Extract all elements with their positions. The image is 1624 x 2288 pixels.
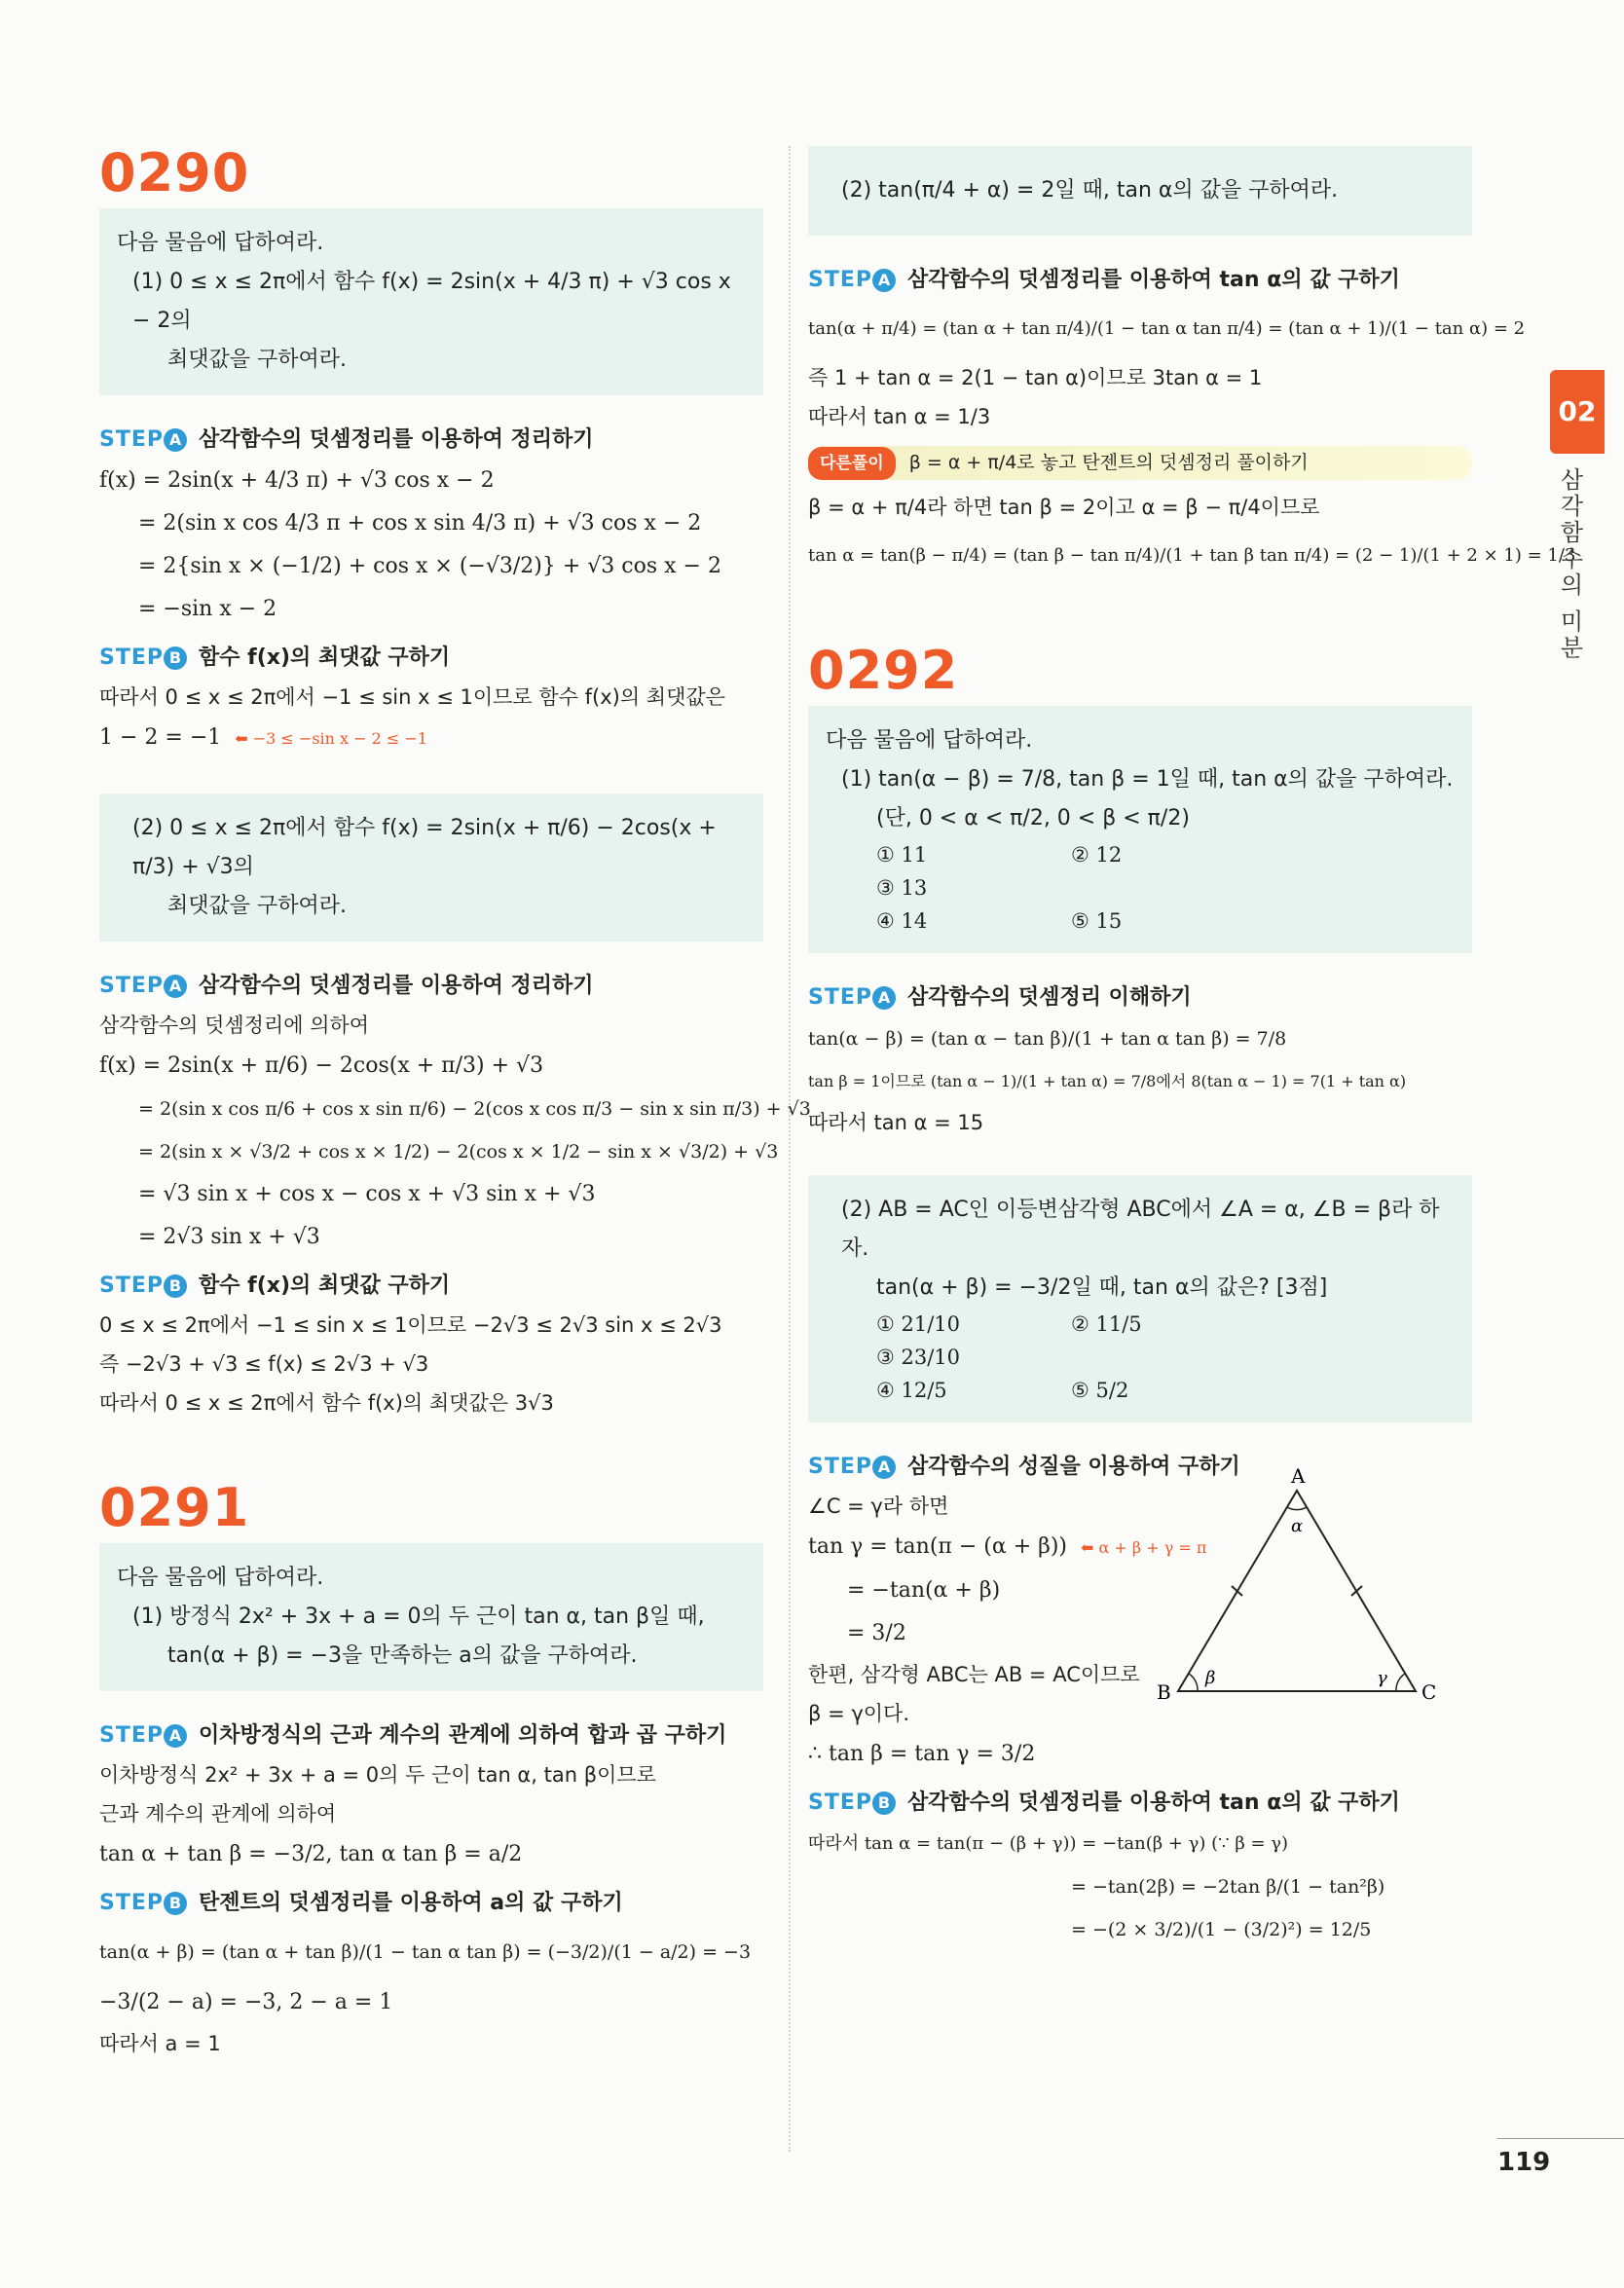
step-tag: STEP [99, 974, 165, 998]
question-part-2-cont: 최댓값을 구하여라. [167, 894, 348, 918]
equation: = −(2 × 3/2)/(1 − (3/2)²) = 12/5 [1071, 1919, 1372, 1940]
page-number-rule [1497, 2138, 1624, 2139]
step-tag: STEP [99, 646, 165, 670]
question-part-1: (1) 방정식 2x² + 3x + a = 0의 두 근이 tan α, tan β일 때, [132, 1605, 705, 1629]
equation: −3/(2 − a) = −3, 2 − a = 1 [99, 1990, 393, 2014]
equation: 1 − 2 = −1 [99, 725, 222, 750]
step-tag: STEP [99, 1723, 165, 1748]
equation: 따라서 tan α = tan(π − (β + γ)) = −tan(β + γ) (∵ β = γ) [808, 1833, 1289, 1854]
step-tag: STEP [99, 1273, 165, 1298]
step-tag: STEP [99, 1891, 165, 1915]
solution-text: 0 ≤ x ≤ 2π에서 −1 ≤ sin x ≤ 1이므로 −2√3 ≤ 2√3 sin x ≤ 2√3 [99, 1313, 722, 1337]
column-divider [789, 146, 791, 2152]
step-title: 탄젠트의 덧셈정리를 이용하여 a의 값 구하기 [199, 1891, 623, 1915]
vertex-label-c: C [1421, 1680, 1437, 1704]
vertex-label-b: B [1157, 1680, 1171, 1704]
step-letter-badge: A [872, 1456, 896, 1479]
step-title: 이차방정식의 근과 계수의 관계에 의하여 합과 곱 구하기 [199, 1723, 727, 1748]
question-box [808, 146, 1472, 236]
step-title: 삼각함수의 덧셈정리 이해하기 [907, 985, 1192, 1010]
step-tag: STEP [808, 1790, 873, 1815]
question-part-1: (1) 0 ≤ x ≤ 2π에서 함수 f(x) = 2sin(x + 4/3 π) + √3 cos x − 2의 [132, 270, 731, 333]
step-tag: STEP [808, 1455, 873, 1479]
question-number: 0292 [808, 640, 959, 701]
step-letter-badge: A [872, 269, 896, 292]
vertex-label-a: A [1291, 1464, 1306, 1488]
question-box [99, 793, 763, 941]
question-part-2: (2) tan(π/4 + α) = 2일 때, tan α의 값을 구하여라. [841, 178, 1339, 203]
alternative-solution-banner [808, 446, 1472, 480]
step-tag: STEP [99, 427, 165, 452]
step-heading [99, 639, 763, 678]
step-title: 삼각함수의 성질을 이용하여 구하기 [907, 1455, 1240, 1479]
equation: = −sin x − 2 [138, 597, 277, 621]
answer-choice: ④ 14 [876, 909, 928, 933]
question-box [808, 706, 1472, 953]
triangle-diagram [1151, 1461, 1443, 1724]
step-letter-badge: A [872, 986, 896, 1010]
step-letter-badge: B [872, 1791, 896, 1815]
equation: = 2(sin x cos π/6 + cos x sin π/6) − 2(cos x cos π/3 − sin x sin π/3) + √3 [138, 1098, 811, 1120]
equal-side-tick [1232, 1586, 1242, 1596]
equation: = 2{sin x × (−1/2) + cos x × (−√3/2)} + √3 cos x − 2 [138, 554, 721, 578]
equation: tan β = 1이므로 (tan α − 1)/(1 + tan α) = 7/8에서 8(tan α − 1) = 7(1 + tan α) [808, 1072, 1407, 1090]
solution-text: 따라서 0 ≤ x ≤ 2π에서 함수 f(x)의 최댓값은 3√3 [99, 1391, 554, 1415]
question-part-1-cont: 최댓값을 구하여라. [167, 348, 348, 372]
answer-choice: ④ 12/5 [876, 1379, 947, 1402]
equation: = √3 sin x + cos x − cos x + √3 sin x + √3 [138, 1182, 596, 1206]
isosceles-triangle-figure [1151, 1461, 1443, 1724]
step-heading [808, 261, 1472, 300]
answer-choice: ③ 23/10 [876, 1346, 961, 1369]
angle-arc-c [1396, 1674, 1405, 1691]
step-title: 삼각함수의 덧셈정리를 이용하여 tan α의 값 구하기 [907, 268, 1400, 292]
question-part-2-cont: tan(α + β) = −3/2일 때, tan α의 값은? [3점] [876, 1275, 1328, 1300]
question-prompt: 다음 물음에 답하여라. [117, 231, 324, 255]
step-tag: STEP [808, 985, 873, 1010]
answer-choice: ② 12 [1071, 843, 1123, 867]
answer-choice: ③ 13 [876, 876, 928, 900]
equation: ∴ tan β = tan γ = 3/2 [808, 1742, 1036, 1766]
alternative-solution-pill: 다른풀이 [808, 447, 896, 480]
question-number: 0290 [99, 142, 250, 203]
question-part-2: (2) 0 ≤ x ≤ 2π에서 함수 f(x) = 2sin(x + π/6) − 2cos(x + π/3) + √3의 [132, 816, 717, 879]
left-column [99, 142, 811, 2063]
step-heading [808, 1784, 1472, 1823]
equation: tan γ = tan(π − (α + β)) [808, 1534, 1068, 1559]
step-letter-badge: B [164, 1892, 187, 1915]
question-box [808, 1175, 1472, 1422]
question-prompt: 다음 물음에 답하여라. [117, 1566, 324, 1590]
equation: = −tan(2β) = −2tan β/(1 − tan²β) [1071, 1876, 1385, 1898]
answer-choices [826, 1308, 1455, 1407]
step-letter-badge: A [164, 428, 187, 452]
equation: = 2√3 sin x + √3 [138, 1225, 320, 1249]
answer-choice: ② 11/5 [1071, 1312, 1142, 1336]
solution-text: 따라서 tan α = 15 [808, 1111, 984, 1134]
answer-choice: ⑤ 15 [1071, 909, 1123, 933]
solution-text: 따라서 a = 1 [99, 2032, 221, 2055]
question-box [99, 1543, 763, 1691]
solution-text: 이차방정식 2x² + 3x + a = 0의 두 근이 tan α, tan β이므로 [99, 1763, 656, 1787]
angle-label-alpha: α [1291, 1516, 1304, 1536]
chapter-tab: 02 [1550, 370, 1605, 454]
solution-text: 근과 계수의 관계에 의하여 [99, 1802, 337, 1826]
step-title: 삼각함수의 덧셈정리를 이용하여 정리하기 [199, 427, 594, 452]
step-letter-badge: B [164, 646, 187, 670]
alternative-solution-title: β = α + π/4로 놓고 탄젠트의 덧셈정리 풀이하기 [908, 452, 1309, 473]
angle-label-gamma: γ [1377, 1668, 1387, 1688]
equal-side-tick [1351, 1586, 1362, 1596]
equation: = 2(sin x × √3/2 + cos x × 1/2) − 2(cos x × 1/2 − sin x × √3/2) + √3 [138, 1141, 779, 1162]
step-title: 함수 f(x)의 최댓값 구하기 [199, 646, 451, 670]
equation: tan α + tan β = −3/2, tan α tan β = a/2 [99, 1842, 523, 1866]
step-heading [99, 421, 763, 460]
question-part-2: (2) AB = AC인 이등변삼각형 ABC에서 ∠A = α, ∠B = β라 하자. [841, 1198, 1440, 1261]
page-number: 119 [1497, 2148, 1551, 2177]
solution-text: 삼각함수의 덧셈정리에 의하여 [99, 1014, 370, 1037]
step-title: 삼각함수의 덧셈정리를 이용하여 정리하기 [199, 974, 594, 998]
angle-arc-a [1287, 1507, 1307, 1510]
question-prompt: 다음 물음에 답하여라. [826, 728, 1033, 753]
angle-arc-b [1189, 1674, 1198, 1691]
question-number: 0291 [99, 1477, 250, 1538]
question-part-1-cont: tan(α + β) = −3을 만족하는 a의 값을 구하여라. [167, 1643, 638, 1668]
angle-label-beta: β [1205, 1668, 1216, 1688]
equation: tan(α + π/4) = (tan α + tan π/4)/(1 − tan α tan π/4) = (tan α + 1)/(1 − tan α) = 2 [808, 318, 1526, 339]
equation: tan(α − β) = (tan α − tan β)/(1 + tan α tan β) = 7/8 [808, 1028, 1287, 1050]
question-part-1-cont: (단, 0 < α < π/2, 0 < β < π/2) [876, 806, 1190, 830]
question-box [99, 208, 763, 395]
step-heading [808, 978, 1472, 1017]
solution-text: 한편, 삼각형 ABC는 AB = AC이므로 [808, 1663, 1140, 1686]
equation: = 2(sin x cos 4/3 π + cos x sin 4/3 π) + √3 cos x − 2 [138, 511, 702, 535]
equation: = −tan(α + β) [847, 1578, 1001, 1603]
solution-text: 따라서 tan α = 1/3 [808, 405, 991, 428]
step-title: 함수 f(x)의 최댓값 구하기 [199, 1273, 451, 1298]
step-letter-badge: A [164, 975, 187, 998]
equation: f(x) = 2sin(x + 4/3 π) + √3 cos x − 2 [99, 468, 495, 493]
question-part-1: (1) tan(α − β) = 7/8, tan β = 1일 때, tan α의 값을 구하여라. [841, 767, 1454, 792]
answer-choices [826, 838, 1455, 938]
solution-text: β = α + π/4라 하면 tan β = 2이고 α = β − π/4이므로 [808, 496, 1320, 519]
step-heading [99, 1267, 763, 1306]
step-heading [99, 1884, 763, 1923]
equation: f(x) = 2sin(x + π/6) − 2cos(x + π/3) + √3 [99, 1053, 544, 1078]
solution-text: 즉 −2√3 + √3 ≤ f(x) ≤ 2√3 + √3 [99, 1352, 429, 1376]
step-letter-badge: B [164, 1274, 187, 1298]
step-tag: STEP [808, 268, 873, 292]
side-note: ⬅ −3 ≤ −sin x − 2 ≤ −1 [235, 729, 427, 748]
step-heading [99, 1716, 763, 1755]
equation: tan(α + β) = (tan α + tan β)/(1 − tan α tan β) = (−3/2)/(1 − a/2) = −3 [99, 1941, 752, 1963]
solution-text: 따라서 0 ≤ x ≤ 2π에서 −1 ≤ sin x ≤ 1이므로 함수 f(x)의 최댓값은 [99, 685, 725, 709]
solution-text: ∠C = γ라 하면 [808, 1495, 949, 1518]
equation: = 3/2 [847, 1621, 906, 1645]
solution-text: 즉 1 + tan α = 2(1 − tan α)이므로 3tan α = 1 [808, 366, 1263, 389]
answer-choice: ① 11 [876, 843, 928, 867]
equation: tan α = tan(β − π/4) = (tan β − tan π/4)/(1 + tan β tan π/4) = (2 − 1)/(1 + 2 × 1) = 1/3 [808, 545, 1576, 566]
answer-choice: ① 21/10 [876, 1312, 961, 1336]
chapter-title: 삼각함수의 미분 [1556, 467, 1583, 662]
answer-choice: ⑤ 5/2 [1071, 1379, 1129, 1402]
side-note: ⬅ α + β + γ = π [1081, 1538, 1207, 1557]
step-letter-badge: A [164, 1724, 187, 1748]
step-heading [99, 967, 763, 1006]
solution-text: β = γ이다. [808, 1702, 910, 1725]
step-title: 삼각함수의 덧셈정리를 이용하여 tan α의 값 구하기 [907, 1790, 1400, 1815]
